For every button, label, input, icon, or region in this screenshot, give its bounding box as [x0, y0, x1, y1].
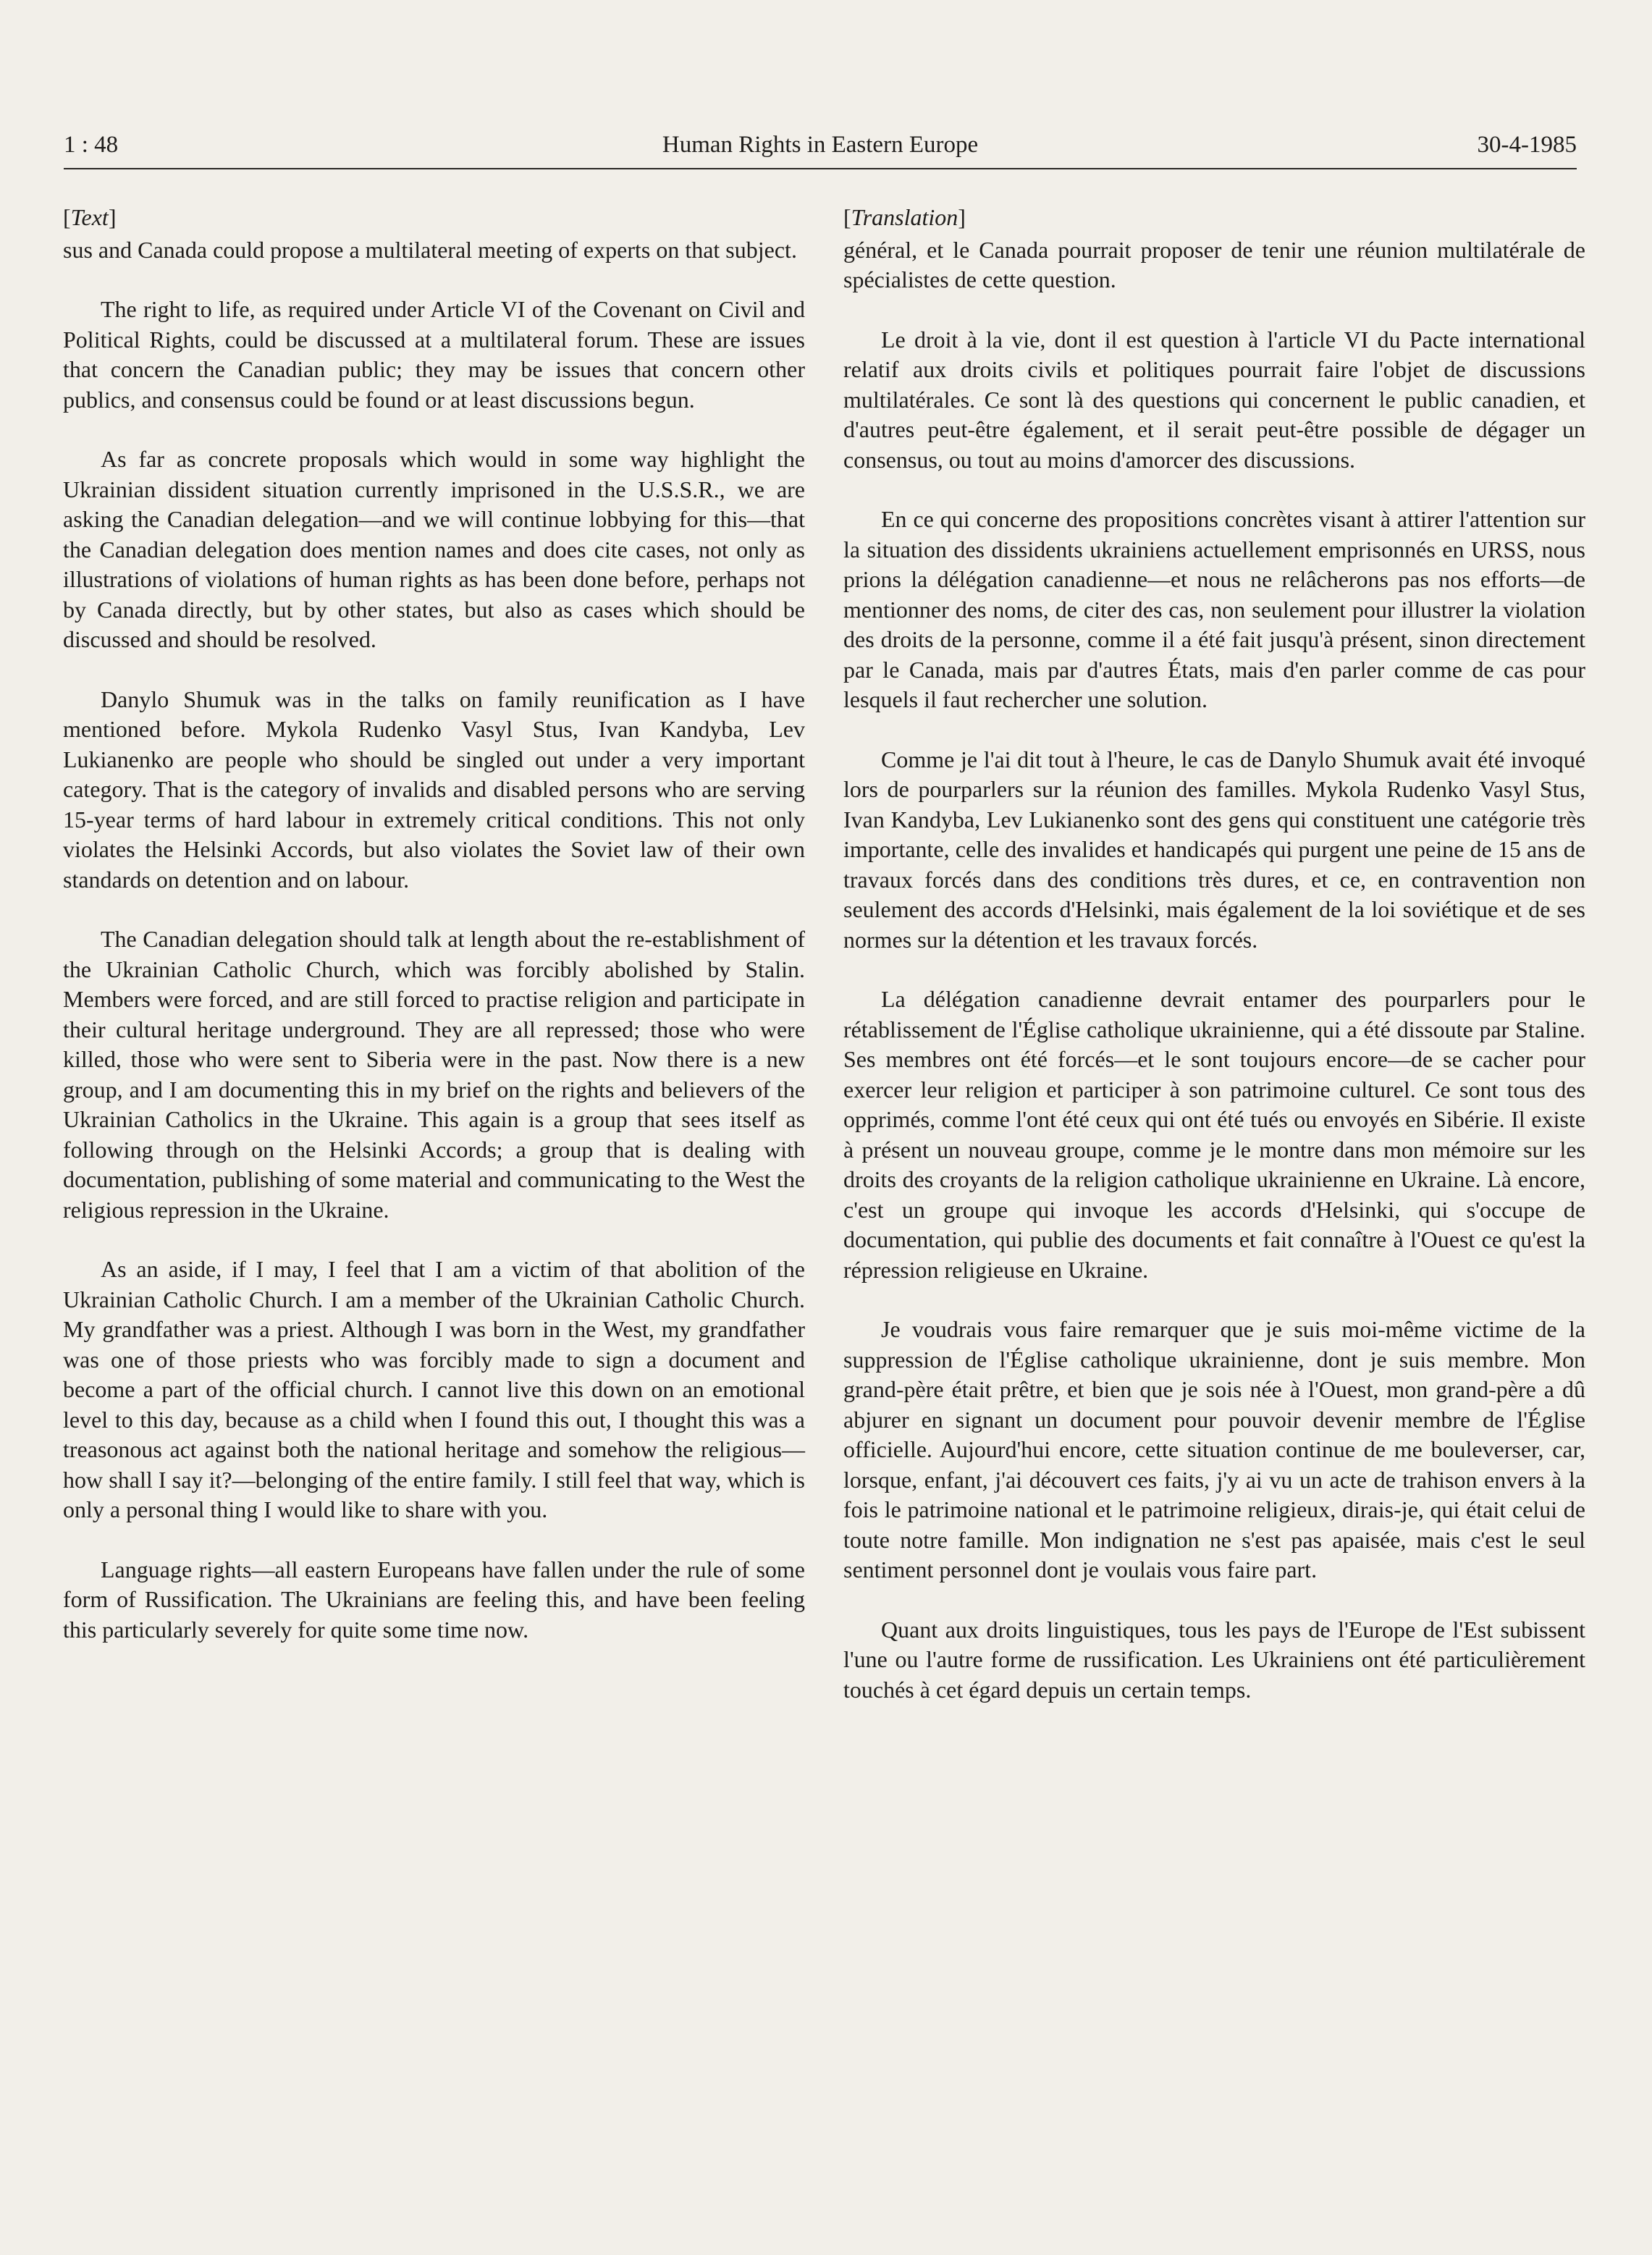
- page-number: 1 : 48: [64, 132, 119, 158]
- header-date: 30-4-1985: [1477, 132, 1577, 158]
- paragraph: En ce qui concerne des propositions concrètes visant à attirer l'attention sur la situation des dissidents ukrainiens actuellement emprisonnés en URSS, nous prions la délégation canadienne—et nous ne relâcherons pas nos efforts—de mentionner des noms, de citer des cas, non seulement pour illustrer la violation des droits de la personne, comme il a été fait jusqu'à présent, sinon directement par le Canada, mais par d'autres États, mais d'en parler comme de cas pour lesquels il faut rechercher une solution.: [843, 506, 1585, 712]
- paragraph: As far as concrete proposals which would in some way highlight the Ukrainian dissident situation currently imprisoned in the U.S.S.R., we are asking the Canadian delegation—and we will continue lobbying for this—that the Canadian delegation does mention names and does cite cases, not only as illustrations of violations of human rights as has been done before, perhaps not by Canada directly, but by other states, but also as cases which should be discussed and should be resolved.: [63, 446, 805, 652]
- paragraph: Comme je l'ai dit tout à l'heure, le cas de Danylo Shumuk avait été invoqué lors de pourparlers sur la réunion des familles. Mykola Rudenko Vasyl Stus, Ivan Kandyba, Lev Lukianenko sont des gens qui constituent une catégorie très importante, celle des invalides et handicapés qui purgent une peine de 15 ans de travaux forcés dans des conditions très dures, et ce, en contravention non seulement des accords d'Helsinki, mais également de la loi soviétique et de ses normes sur la détention et les travaux forcés.: [843, 746, 1585, 953]
- paragraph: La délégation canadienne devrait entamer des pourparlers pour le rétablissement de l'Église catholique ukrainienne, qui a été dissoute par Staline. Ses membres ont été forcés—et le sont toujours encore—de se cacher pour exercer leur religion et participer à son patrimoine culturel. Ce sont tous des opprimés, comme l'ont été ceux qui ont été tués ou envoyés en Sibérie. Il existe à présent un nouveau groupe, comme je le montre dans mon mémoire sur les droits des croyants de la religion catholique ukrainienne en Ukraine. Là encore, c'est un groupe qui invoque les accords d'Helsinki, qui s'occupe de documentation, qui publie des documents et fait connaître à l'Ouest ce qu'est la répression religieuse en Ukraine.: [843, 986, 1585, 1283]
- paragraph: The Canadian delegation should talk at length about the re-establishment of the Ukrainian Catholic Church, which was forcibly abolished by Stalin. Members were forced, and are still forced to practise religion and participate in their cultural heritage underground. They are all repressed; those who were killed, those who were sent to Siberia were in the past. Now there is a new group, and I am documenting this in my brief on the rights and believers of the Ukrainian Catholics in the Ukraine. This again is a group that sees itself as following through on the Helsinki Accords; a group that is dealing with documentation, publishing of some material and communicating to the West the religious repression in the Ukraine.: [63, 926, 805, 1223]
- column-label-text: [Text]: [63, 204, 117, 230]
- header-rule: [64, 168, 1577, 169]
- paragraph: Quant aux droits linguistiques, tous les pays de l'Europe de l'Est subissent l'une ou l'autre forme de russification. Les Ukrainiens ont été particulièrement touchés à cet égard depuis un certain temps.: [843, 1616, 1585, 1703]
- paragraph: As an aside, if I may, I feel that I am a victim of that abolition of the Ukrainian Catholic Church. I am a member of the Ukrainian Catholic Church. My grandfather was a priest. Although I was born in the West, my grandfather was one of those priests who was forcibly made to sign a document and become a part of the official church. I cannot live this down on an emotional level to this day, because as a child when I found this out, I thought this was a treasonous act against both the national heritage and somehow the religious—how shall I say it?—belonging of the entire family. I still feel that way, which is only a personal thing I would like to share with you.: [63, 1256, 805, 1522]
- english-text-column: [63, 203, 805, 1645]
- page-header: [64, 129, 1577, 169]
- paragraph: Language rights—all eastern Europeans have fallen under the rule of some form of Russification. The Ukrainians are feeling this, and have been feeling this particularly severely for quite some time now.: [63, 1556, 805, 1643]
- paragraph: Je voudrais vous faire remarquer que je suis moi-même victime de la suppression de l'Église catholique ukrainienne, dont je suis membre. Mon grand-père était prêtre, et bien que je sois née à l'Ouest, mon grand-père a dû abjurer en signant un document pour pouvoir devenir membre de l'Église officielle. Aujourd'hui encore, cette situation continue de me bouleverser, car, lorsque, enfant, j'ai découvert ces faits, j'y ai vu un acte de trahison envers à la fois le patrimoine national et le patrimoine religieux, dirais-je, qui était celui de toute notre famille. Mon indignation ne s'est pas apaisée, mais c'est le seul sentiment personnel dont je voulais vous faire part.: [843, 1316, 1585, 1582]
- paragraph: Danylo Shumuk was in the talks on family reunification as I have mentioned before. Mykola Rudenko Vasyl Stus, Ivan Kandyba, Lev Lukianenko are people who should be singled out under a very important category. That is the category of invalids and disabled persons who are serving 15-year terms of hard labour in extremely critical conditions. This not only violates the Helsinki Accords, but also violates the Soviet law of their own standards on detention and on labour.: [63, 686, 805, 893]
- paragraph: sus and Canada could propose a multilateral meeting of experts on that subject.: [63, 236, 797, 263]
- running-title: Human Rights in Eastern Europe: [662, 132, 979, 158]
- french-translation-column: [843, 203, 1585, 1705]
- paragraph: Le droit à la vie, dont il est question à l'article VI du Pacte international relatif aux droits civils et politiques pourrait faire l'objet de discussions multilatérales. Ce sont là des questions qui concernent le public canadien, et d'autres peut-être également, et il serait peut-être possible de dégager un consensus, ou tout au moins d'amorcer des discussions.: [843, 326, 1585, 473]
- paragraph: général, et le Canada pourrait proposer de tenir une réunion multilatérale de spécialistes de cette question.: [843, 236, 1585, 292]
- paragraph: The right to life, as required under Article VI of the Covenant on Civil and Political Rights, could be discussed at a multilateral forum. These are issues that concern the Canadian public; they may be issues that concern other publics, and consensus could be found or at least discussions begun.: [63, 296, 805, 413]
- column-label-translation: [Translation]: [843, 204, 966, 230]
